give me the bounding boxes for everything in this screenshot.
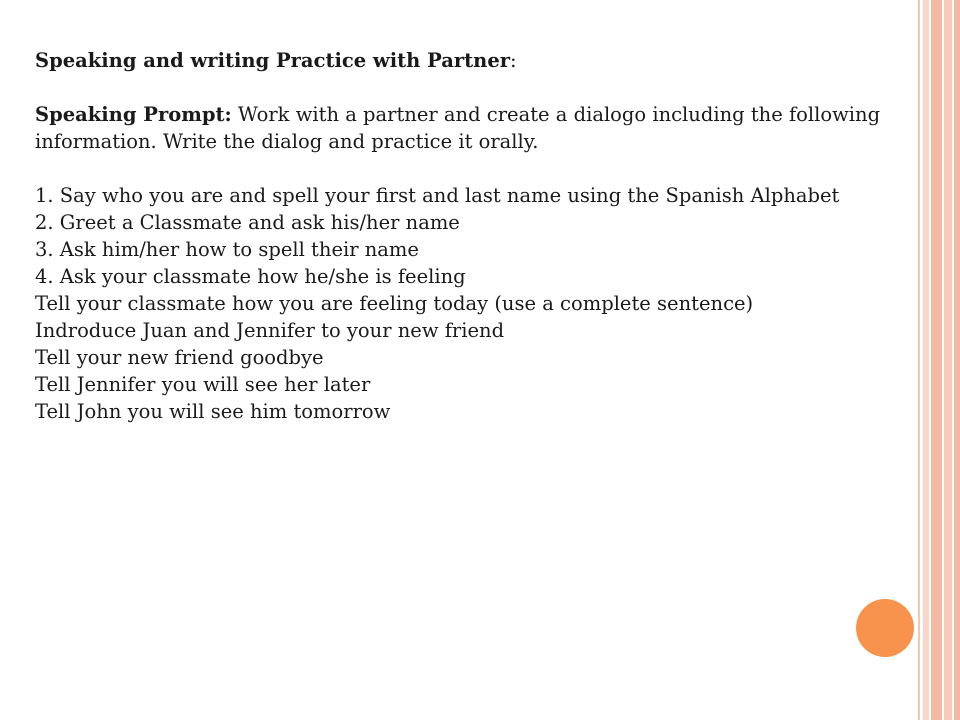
border-band bbox=[944, 0, 952, 720]
list-item: Tell John you will see him tomorrow bbox=[35, 400, 391, 423]
list-item: 2. Greet a Classmate and ask his/her name bbox=[35, 211, 460, 234]
prompt-label: Speaking Prompt: bbox=[35, 103, 232, 126]
list-item: 1. Say who you are and spell your first and last name using the Spanish Alphabet bbox=[35, 184, 840, 207]
border-line bbox=[929, 0, 931, 720]
list-item: Tell Jennifer you will see her later bbox=[35, 373, 371, 396]
list-item: 3. Ask him/her how to spell their name bbox=[35, 238, 419, 261]
list-item: Tell your classmate how you are feeling today (use a complete sentence) bbox=[35, 292, 754, 315]
heading-bold-text: Speaking and writing Practice with Partner bbox=[35, 49, 511, 72]
heading-suffix: : bbox=[510, 49, 517, 72]
prompt-text: Work with a partner and create a dialogo including the following information. Write the dialog and practice it orally. bbox=[35, 103, 881, 153]
slide-content bbox=[35, 47, 895, 425]
border-line bbox=[942, 0, 944, 720]
list-item: Tell your new friend goodbye bbox=[35, 346, 324, 369]
border-band bbox=[931, 0, 942, 720]
orange-circle-decoration bbox=[856, 599, 914, 657]
border-band bbox=[954, 0, 960, 720]
list-item: 4. Ask your classmate how he/she is feeling bbox=[35, 265, 466, 288]
slide-heading bbox=[35, 47, 895, 74]
border-line bbox=[952, 0, 954, 720]
speaking-prompt bbox=[35, 101, 895, 155]
task-list bbox=[35, 182, 895, 425]
list-item: Indroduce Juan and Jennifer to your new friend bbox=[35, 319, 505, 342]
border-line bbox=[920, 0, 923, 720]
